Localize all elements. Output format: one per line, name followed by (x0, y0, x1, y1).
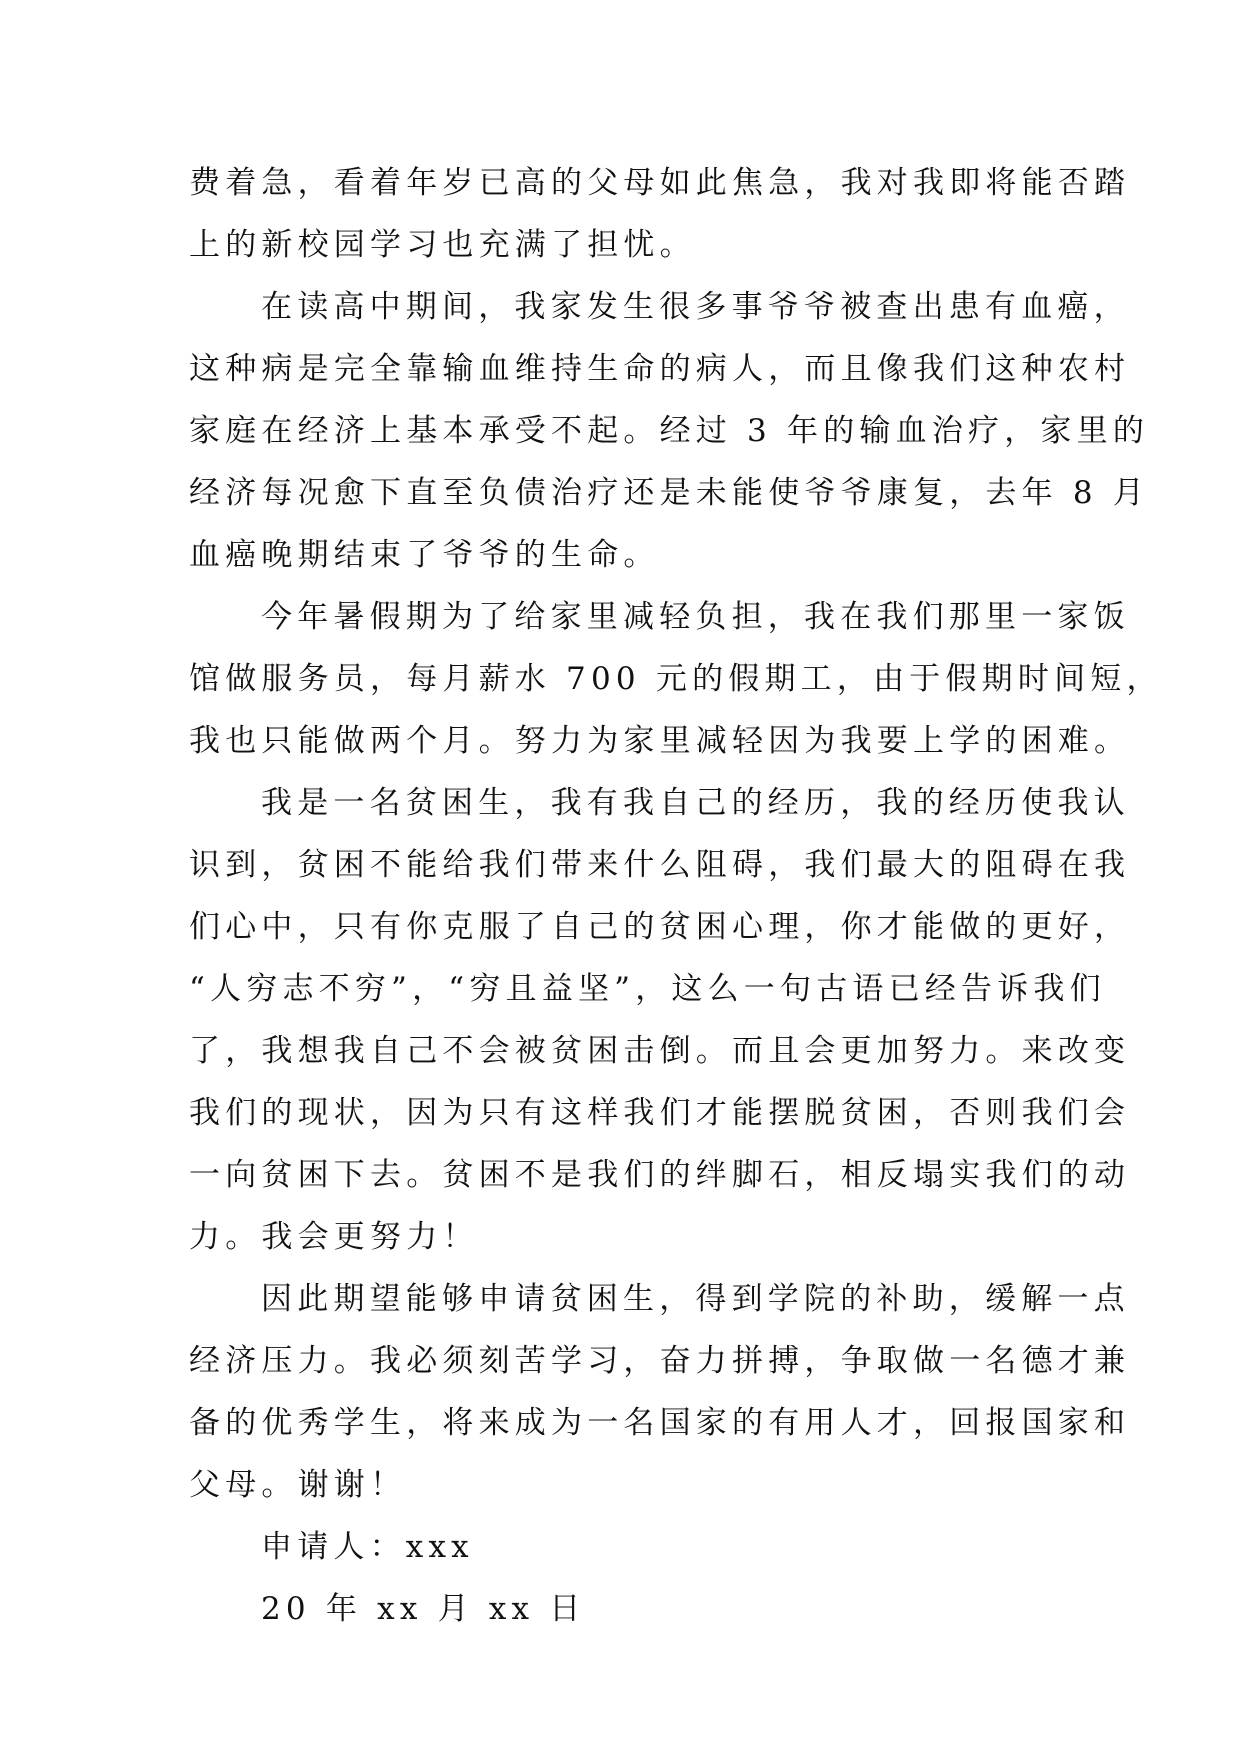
text-line: 识到，贫困不能给我们带来什么阻碍，我们最大的阻碍在我 (189, 847, 1131, 883)
text-line: 我也只能做两个月。努力为家里减轻因为我要上学的困难。 (189, 723, 1131, 759)
text-line: 在读高中期间，我家发生很多事爷爷被查出患有血癌， (261, 289, 1130, 325)
text-line: 们心中，只有你克服了自己的贫困心理，你才能做的更好， (189, 909, 1131, 945)
text-line: 这种病是完全靠输血维持生命的病人，而且像我们这种农村 (189, 351, 1131, 387)
text-line: 血癌晚期结束了爷爷的生命。 (189, 537, 660, 573)
text-line: 经济压力。我必须刻苦学习，奋力拼搏，争取做一名德才兼 (189, 1343, 1131, 1379)
text-line: 上的新校园学习也充满了担忧。 (189, 227, 696, 263)
letter-body (189, 152, 1163, 1640)
text-line: 我们的现状，因为只有这样我们才能摆脱贫困，否则我们会 (189, 1095, 1131, 1131)
text-line: 备的优秀学生，将来成为一名国家的有用人才，回报国家和 (189, 1405, 1131, 1441)
text-line: 20 年 xx 月 xx 日 (261, 1591, 586, 1627)
text-line: 了，我想我自己不会被贫困击倒。而且会更加努力。来改变 (189, 1033, 1131, 1069)
text-line: 费着急，看着年岁已高的父母如此焦急，我对我即将能否踏 (189, 165, 1131, 201)
text-line: 今年暑假期为了给家里减轻负担，我在我们那里一家饭 (261, 599, 1130, 635)
text-line: “人穷志不穷”，“穷且益坚”，这么一句古语已经告诉我们 (189, 971, 1106, 1007)
text-line: 我是一名贫困生，我有我自己的经历，我的经历使我认 (261, 785, 1130, 821)
text-line: 经济每况愈下直至负债治疗还是未能使爷爷康复，去年 8 月 (189, 475, 1150, 511)
text-line: 家庭在经济上基本承受不起。经过 3 年的输血治疗，家里的 (189, 413, 1150, 449)
text-line: 因此期望能够申请贫困生，得到学院的补助，缓解一点 (261, 1281, 1130, 1317)
text-line: 父母。谢谢！ (189, 1467, 407, 1503)
text-line: 馆做服务员，每月薪水 700 元的假期工，由于假期时间短， (189, 661, 1163, 697)
text-line: 一向贫困下去。贫困不是我们的绊脚石，相反塌实我们的动 (189, 1157, 1131, 1193)
text-line: 力。我会更努力！ (189, 1219, 479, 1255)
text-line: 申请人：xxx (261, 1529, 474, 1565)
